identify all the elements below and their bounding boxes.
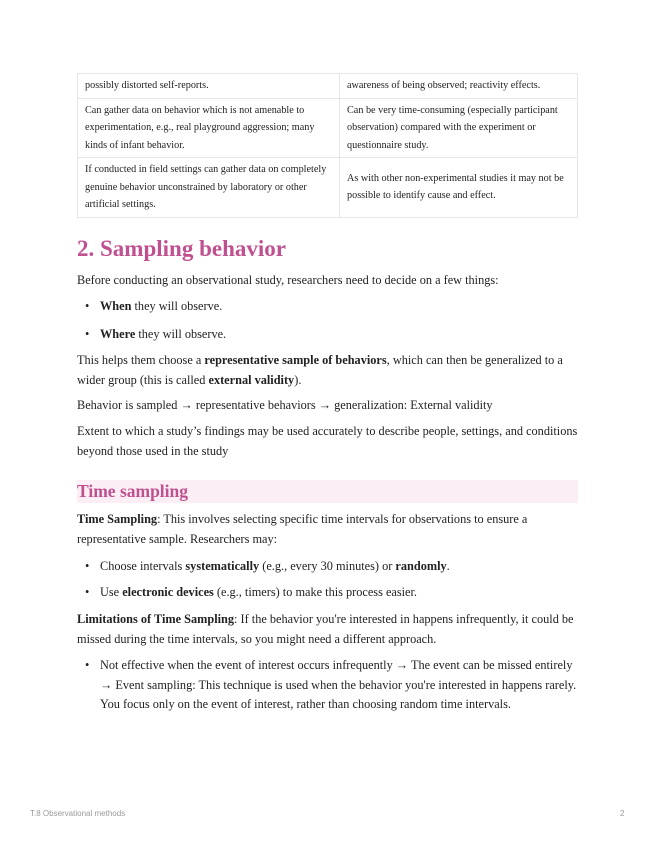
table-cell: Can gather data on behavior which is not amenable to experimentation, e.g., real playground aggression; many kinds of infant behavior. — [78, 98, 340, 158]
footer-title: T.8 Observational methods — [30, 809, 126, 818]
table-row — [78, 98, 578, 158]
when-where-list — [77, 297, 579, 344]
comparison-table — [77, 73, 578, 218]
time-sampling-definition: Time Sampling: This involves selecting specific time intervals for observations to ensure a representative sample. Researchers may: — [77, 512, 528, 546]
section-heading: 2. Sampling behavior — [77, 236, 286, 261]
subheading-time-sampling: Time sampling — [77, 481, 189, 501]
table-cell: awareness of being observed; reactivity effects. — [340, 74, 578, 99]
table-cell: possibly distorted self-reports. — [78, 74, 340, 99]
table-row — [78, 158, 578, 218]
external-validity-definition: Extent to which a study’s findings may be used accurately to describe people, settings, and conditions beyond those used in the study — [77, 424, 578, 458]
list-item: • When they will observe. — [77, 297, 579, 317]
list-item: • Choose intervals systematically (e.g., every 30 minutes) or randomly. — [77, 557, 579, 577]
table-cell: As with other non-experimental studies it may not be possible to identify cause and effect. — [340, 158, 578, 218]
list-item: • Use electronic devices (e.g., timers) to make this process easier. — [77, 583, 579, 603]
limitations-paragraph: Limitations of Time Sampling: If the behavior you're interested in happens infrequently, it could be missed during the time intervals, so you might need a different approach. — [77, 612, 574, 646]
list-item: • Where they will observe. — [77, 325, 579, 345]
table-cell: Can be very time-consuming (especially participant observation) compared with the experiment or questionnaire study. — [340, 98, 578, 158]
time-sampling-list — [77, 557, 579, 602]
limitations-list — [77, 656, 579, 715]
page-number: 2 — [620, 809, 625, 818]
list-item: • Not effective when the event of interest occurs infrequently → The event can be missed entirely → Event sampling: This technique is used when the behavior you're interested in happens rarely. You focus only on the event of interest, rather than choosing random time intervals. — [77, 656, 579, 715]
representative-paragraph: This helps them choose a representative sample of behaviors, which can then be generalized to a wider group (this is called external validity). — [77, 353, 563, 387]
generalization-paragraph: Behavior is sampled → representative behaviors → generalization: External validity — [77, 398, 493, 412]
table-row — [78, 74, 578, 99]
table-cell: If conducted in field settings can gather data on completely genuine behavior unconstrained by laboratory or other artificial settings. — [78, 158, 340, 218]
intro-paragraph: Before conducting an observational study, researchers need to decide on a few things: — [77, 273, 499, 287]
